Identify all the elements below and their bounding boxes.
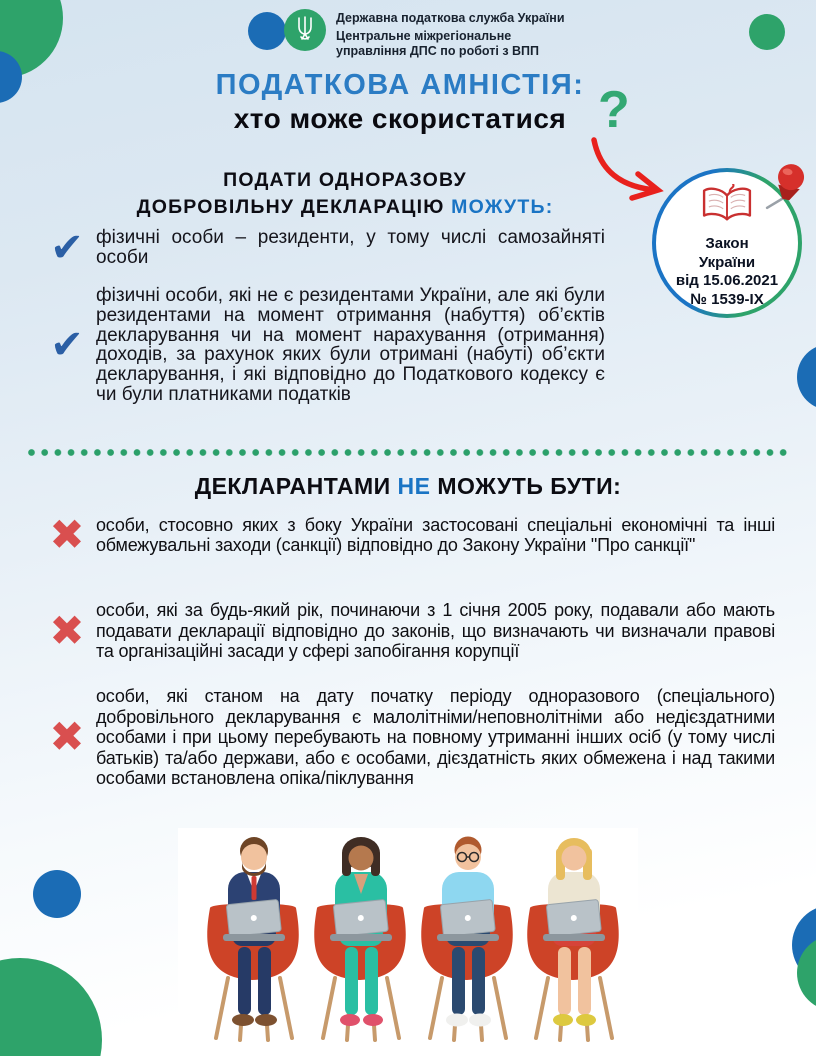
law-line2: України bbox=[698, 253, 756, 271]
header bbox=[248, 8, 565, 59]
logo-emblem-circle bbox=[284, 9, 326, 51]
can-heading-line2 bbox=[60, 194, 630, 221]
can-section-heading bbox=[60, 167, 630, 221]
law-line1: Закон bbox=[705, 235, 749, 252]
cross-icon bbox=[38, 511, 96, 558]
agency-name bbox=[336, 8, 565, 59]
cross-glyph: ✖ bbox=[49, 606, 85, 654]
can-heading-line1: ПОДАТИ ОДНОРАЗОВУ bbox=[223, 169, 467, 191]
can-heading-blue: МОЖУТЬ: bbox=[451, 196, 554, 218]
cross-icon bbox=[38, 713, 96, 761]
can-item-2-text: фізичні особи, які не є резидентами України, але які були резидентами на момент отримання (набуття) об’єктів декларування чи на момент нарахування (отримання) доходів, за рахунок яких були отримані (набуті) об’єкти декларування, і які відповідно до Податкового кодексу є чи були платниками податків bbox=[96, 285, 605, 405]
cannot-item-2-text: особи, які за будь-який рік, починаючи з 1 січня 2005 року, подавали або мають подавати декларації відповідно до законів, що визначають чи визначали правові та організаційні засади у сфері запобігання корупції bbox=[96, 600, 775, 661]
people-illustration bbox=[178, 828, 638, 1056]
cannot-section-heading bbox=[0, 473, 816, 500]
can-heading-black: ДОБРОВІЛЬНУ ДЕКЛАРАЦІЮ bbox=[136, 196, 445, 218]
dotted-divider bbox=[28, 449, 792, 457]
curved-arrow-icon bbox=[578, 130, 678, 213]
can-item-1-text: фізичні особи – резиденти, у тому числі самозайняті особи bbox=[96, 227, 605, 268]
law-badge-text bbox=[676, 235, 778, 309]
can-item-2 bbox=[38, 286, 605, 405]
title-line1: ПОДАТКОВА АМНІСТІЯ: bbox=[215, 69, 585, 101]
cannot-heading-blue: НЕ bbox=[397, 473, 431, 499]
pushpin-icon bbox=[760, 162, 810, 221]
cannot-item-3 bbox=[38, 686, 775, 789]
cross-glyph: ✖ bbox=[49, 511, 85, 558]
open-book-icon bbox=[699, 184, 755, 231]
cannot-item-1-text: особи, стосовно яких з боку України застосовані спеціальні економічні та інші обмежувальні заходи (санкції) відповідно до Закону України "Про санкції" bbox=[96, 514, 775, 555]
cannot-heading-part2: МОЖУТЬ БУТИ: bbox=[437, 473, 622, 499]
can-item-1 bbox=[38, 228, 605, 268]
checkmark-glyph: ✔ bbox=[50, 226, 84, 270]
question-mark-icon: ? bbox=[598, 81, 630, 139]
checkmark-glyph: ✔ bbox=[50, 323, 84, 368]
cross-glyph: ✖ bbox=[49, 713, 85, 761]
law-line4: № 1539-IX bbox=[690, 290, 764, 308]
checkmark-icon bbox=[38, 323, 96, 368]
cannot-item-2 bbox=[38, 600, 775, 662]
agency-line1: Державна податкова служба України bbox=[336, 11, 565, 25]
trident-icon bbox=[295, 15, 315, 46]
agency-line2: Центральне міжрегіональне bbox=[336, 29, 512, 43]
law-line3: від 15.06.2021 bbox=[675, 272, 779, 289]
logo-blue-circle bbox=[248, 12, 286, 50]
agency-logo bbox=[248, 8, 330, 58]
cannot-item-3-text: особи, які станом на дату початку періоду одноразового (спеціального) добровільного декларування є малолітніми/неповнолітніми або недієздатними особами і при цьому перебувають на повному утриманні інших осіб (у тому числі батьків) та/або держави, або є особами, дієздатність яких обмежена і над такими особами встановлена опіка/піклування bbox=[96, 686, 775, 788]
cannot-heading-part1: ДЕКЛАРАНТАМИ bbox=[194, 473, 391, 499]
page-title bbox=[60, 68, 740, 136]
decor-circle-green-topright bbox=[749, 14, 785, 50]
decor-circle-blue-bottomleft bbox=[33, 870, 81, 918]
agency-line3: управління ДПС по роботі з ВПП bbox=[336, 44, 540, 58]
cross-icon bbox=[38, 606, 96, 654]
law-badge bbox=[652, 168, 802, 318]
cannot-item-1 bbox=[38, 511, 775, 558]
title-line2: хто може скористатися bbox=[233, 103, 567, 134]
decor-circle-blue-right bbox=[797, 344, 816, 410]
checkmark-icon bbox=[38, 228, 96, 268]
decor-circle-green-bottomleft bbox=[0, 958, 102, 1056]
